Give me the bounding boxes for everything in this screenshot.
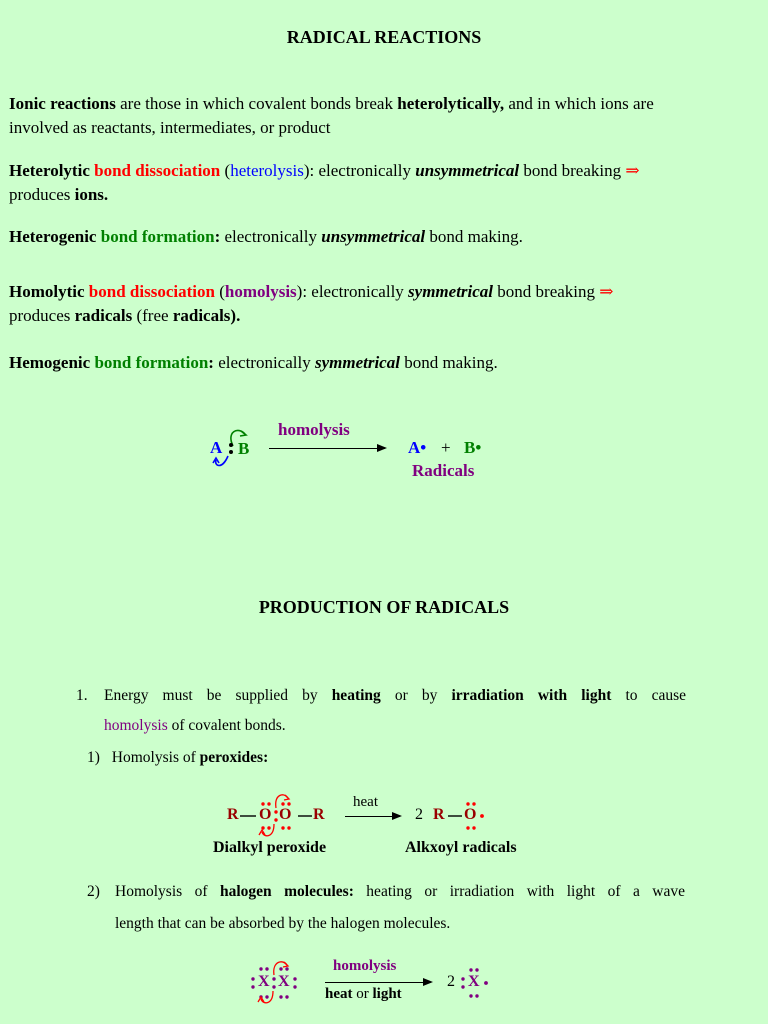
halogen-atom-1: X xyxy=(258,973,270,990)
or-label: or xyxy=(352,986,373,1002)
arrow-label-conditions xyxy=(325,986,402,1003)
ionic-text: are those in which covalent bonds break xyxy=(115,94,398,113)
text: produces xyxy=(9,306,75,325)
text: ): electronically xyxy=(296,282,409,301)
radicals-label: radicals). xyxy=(172,306,241,325)
heterogenic-term: Heterogenic xyxy=(9,227,97,246)
heterolytic-term: Heterolytic xyxy=(9,161,90,180)
page-title: RADICAL REACTIONS xyxy=(286,27,482,47)
sub-item-2-text xyxy=(115,880,685,904)
radicals-label: radicals xyxy=(74,306,133,325)
homolysis-label: homolysis xyxy=(104,717,168,734)
r-group-1: R xyxy=(227,806,239,823)
atom-a: A xyxy=(210,438,223,457)
bond-formation-label: bond formation xyxy=(100,227,215,246)
peroxides-label: peroxides: xyxy=(199,749,269,766)
heterolysis-label: heterolysis xyxy=(230,161,304,180)
halogen-scheme xyxy=(245,955,505,1015)
text: of covalent bonds. xyxy=(167,717,286,734)
light-label: light xyxy=(372,986,402,1002)
text: Energy must be supplied by xyxy=(104,687,332,704)
text: bond making. xyxy=(425,227,523,246)
text: bond breaking xyxy=(519,161,626,180)
bond-formation-label: bond formation xyxy=(94,353,209,372)
text: ): electronically xyxy=(303,161,416,180)
irradiation-label: irradiation with light xyxy=(451,687,612,704)
colon: : xyxy=(208,353,214,372)
text: (free xyxy=(132,306,173,325)
text: Homolysis of xyxy=(111,749,200,766)
section-title: PRODUCTION OF RADICALS xyxy=(258,597,510,617)
item-1-text xyxy=(104,684,686,708)
emphasis: unsymmetrical xyxy=(321,227,426,246)
sub-item-2-line-2: length that can be absorbed by the halogen molecules. xyxy=(115,915,451,932)
homolytic-line-1 xyxy=(9,280,614,304)
homolytic-term: Homolytic xyxy=(9,282,85,301)
bond-dissociation-label: bond dissociation xyxy=(94,161,221,180)
text: electronically xyxy=(220,227,322,246)
reaction-arrow-icon xyxy=(325,982,431,983)
homolytic-line-2 xyxy=(9,304,240,328)
homolysis-scheme xyxy=(200,418,520,488)
r-group-2: R xyxy=(313,806,325,823)
heterogenic-line xyxy=(9,225,523,249)
halogen-label: halogen molecules: xyxy=(220,883,354,900)
emphasis: unsymmetrical xyxy=(415,161,520,180)
heat-label: heat xyxy=(325,986,353,1002)
halogen-radical: X xyxy=(468,973,480,990)
oxygen-2: O xyxy=(279,806,292,823)
arrow-label-heat: heat xyxy=(353,794,378,810)
list-number: 1. xyxy=(76,687,88,704)
text: heating or irradiation with light of a wave xyxy=(353,883,686,900)
ionic-line-1 xyxy=(9,92,654,116)
homolysis-label: homolysis xyxy=(224,282,297,301)
hemogenic-term: Hemogenic xyxy=(9,353,91,372)
sub-item-2-line-1 xyxy=(87,880,687,904)
text: electronically xyxy=(213,353,315,372)
plus-sign: + xyxy=(441,438,451,457)
item-1-line-2 xyxy=(104,714,286,738)
oxygen-3: O xyxy=(464,806,477,823)
arrow-label-homolysis: homolysis xyxy=(278,420,350,439)
alkoxyl-radicals-caption: Alkxoyl radicals xyxy=(405,839,517,856)
radical-a: A• xyxy=(408,438,427,457)
text: Homolysis of xyxy=(115,883,220,900)
emphasis: symmetrical xyxy=(314,353,400,372)
dialkyl-peroxide-caption: Dialkyl peroxide xyxy=(213,839,327,856)
text: or by xyxy=(380,687,452,704)
ionic-line-2: involved as reactants, intermediates, or product xyxy=(9,118,331,137)
list-number: 1) xyxy=(87,749,100,766)
bond-dissociation-label: bond dissociation xyxy=(88,282,215,301)
ions-label: ions. xyxy=(74,185,109,204)
sub-item-1 xyxy=(87,746,268,770)
text: bond breaking xyxy=(493,282,600,301)
peroxide-scheme xyxy=(200,790,560,865)
ionic-term: Ionic reactions xyxy=(9,94,116,113)
coefficient: 2 xyxy=(447,973,455,990)
paren-open: ( xyxy=(220,161,231,180)
halogen-atom-2: X xyxy=(278,973,290,990)
colon: : xyxy=(214,227,221,246)
heterolytic-line-2 xyxy=(9,183,108,207)
radical-b: B• xyxy=(464,438,482,457)
reaction-arrow-icon xyxy=(269,448,385,449)
radicals-caption: Radicals xyxy=(412,461,475,480)
heterolytic-line-1 xyxy=(9,159,640,183)
heating-label: heating xyxy=(331,687,381,704)
list-number: 2) xyxy=(87,883,100,900)
arrow-label-homolysis: homolysis xyxy=(333,958,397,974)
oxygen-1: O xyxy=(259,806,272,823)
implies-arrow-icon: ⇒ xyxy=(625,161,640,180)
text: bond making. xyxy=(399,353,498,372)
r-group-3: R xyxy=(433,806,445,823)
paren-open: ( xyxy=(214,282,225,301)
text: to cause xyxy=(611,687,686,704)
reaction-arrow-icon xyxy=(345,816,400,817)
peroxide-structure-icon xyxy=(200,790,560,840)
coefficient: 2 xyxy=(415,806,423,823)
emphasis: symmetrical xyxy=(408,282,494,301)
hemogenic-line xyxy=(9,351,498,375)
ionic-bold: heterolytically, xyxy=(397,94,505,113)
atom-b: B xyxy=(238,439,250,458)
text: produces xyxy=(9,185,75,204)
implies-arrow-icon: ⇒ xyxy=(599,282,614,301)
ionic-text-2: and in which ions are xyxy=(504,94,654,113)
item-1-line-1 xyxy=(76,684,686,708)
